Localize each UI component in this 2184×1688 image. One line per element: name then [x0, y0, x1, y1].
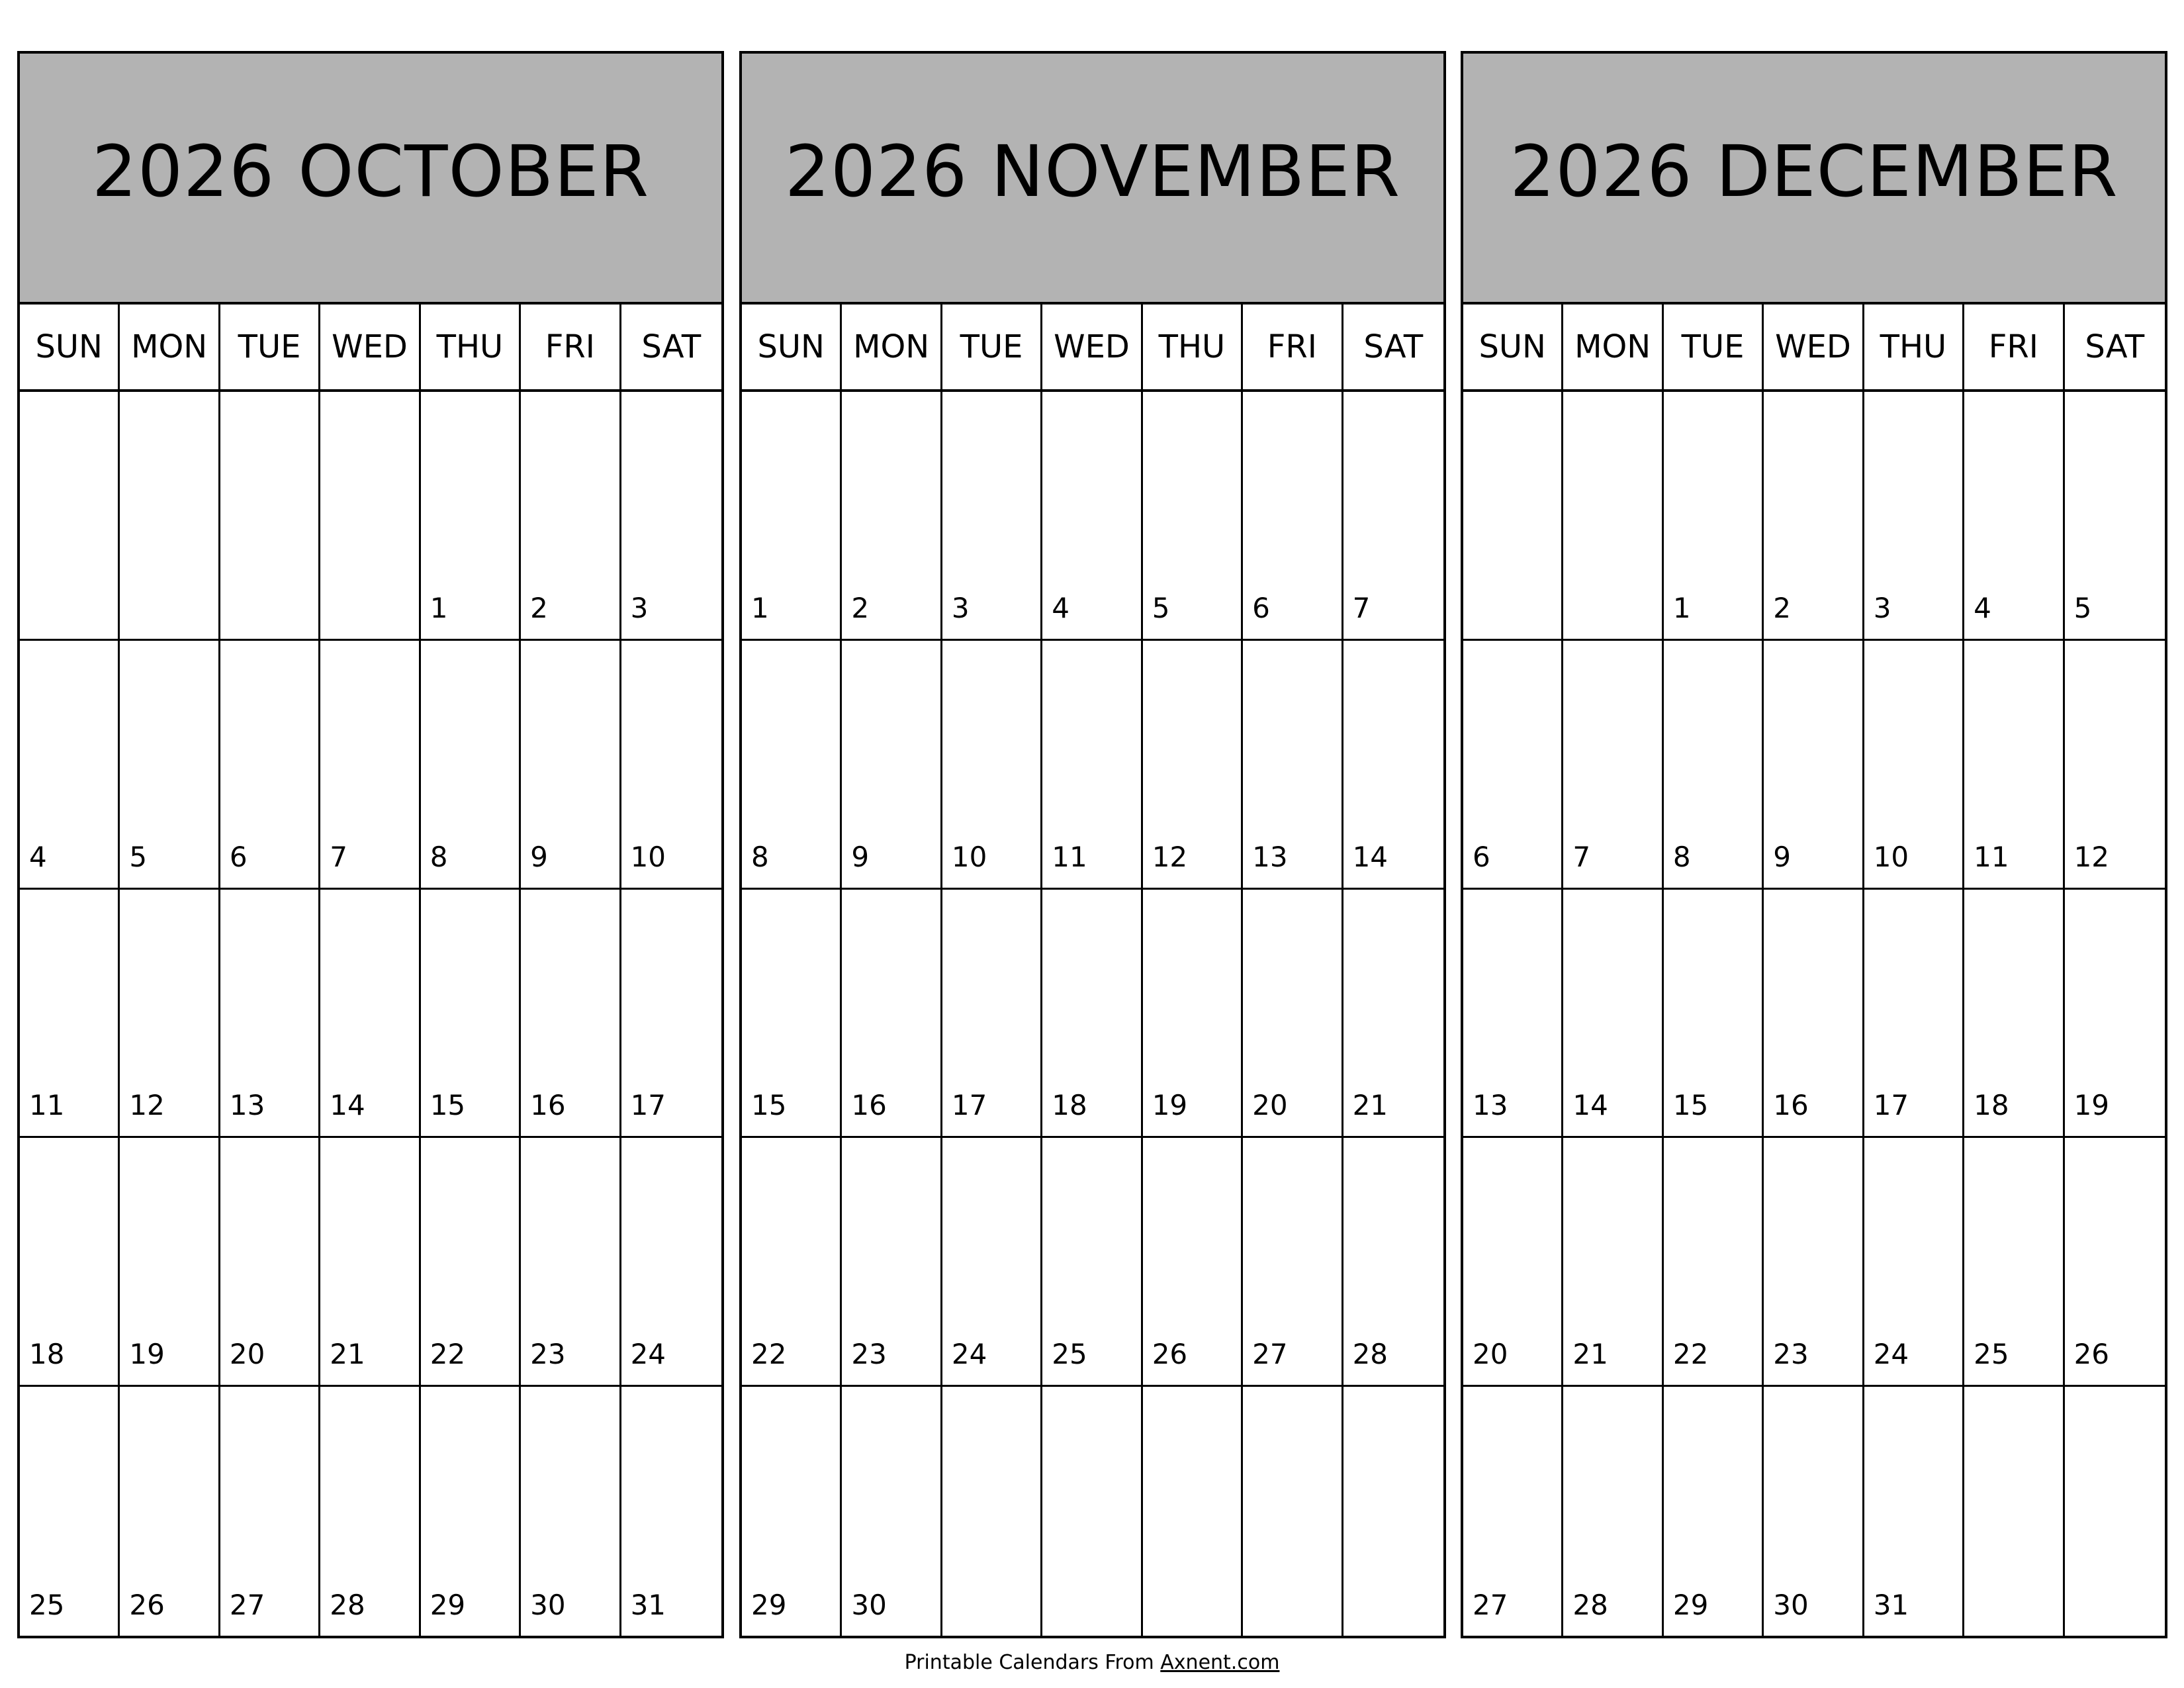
day-cell[interactable] — [842, 392, 942, 641]
day-cell[interactable] — [120, 392, 220, 641]
day-number: 11 — [1974, 840, 2009, 873]
day-cell[interactable] — [621, 1138, 721, 1387]
day-number: 14 — [1572, 1089, 1608, 1122]
day-cell[interactable] — [1664, 890, 1764, 1139]
day-number: 15 — [1672, 1089, 1709, 1122]
day-number: 20 — [1473, 1338, 1508, 1371]
weekday-label: FRI — [1964, 305, 2064, 389]
day-number: 29 — [430, 1588, 466, 1621]
day-number: 30 — [851, 1588, 887, 1621]
day-cell[interactable] — [1463, 641, 1563, 890]
day-cell[interactable] — [20, 641, 120, 890]
weekday-label: TUE — [1664, 305, 1764, 389]
day-cell[interactable] — [942, 641, 1042, 890]
day-grid — [20, 392, 721, 1636]
day-cell[interactable] — [621, 641, 721, 890]
day-cell[interactable] — [1964, 1387, 2064, 1636]
day-number: 25 — [1052, 1338, 1087, 1371]
day-number: 18 — [1974, 1089, 2009, 1122]
day-number: 27 — [1252, 1338, 1288, 1371]
footer-credit — [0, 1651, 2184, 1674]
day-number: 21 — [330, 1338, 365, 1371]
day-number: 5 — [129, 840, 148, 873]
day-cell[interactable] — [1143, 392, 1243, 641]
day-cell[interactable] — [942, 1387, 1042, 1636]
day-number: 16 — [851, 1089, 887, 1122]
day-number: 15 — [751, 1089, 787, 1122]
day-cell[interactable] — [20, 1138, 120, 1387]
day-cell[interactable] — [20, 392, 120, 641]
day-cell[interactable] — [1964, 641, 2064, 890]
day-number: 21 — [1572, 1338, 1608, 1371]
month-title: 2026 NOVEMBER — [742, 54, 1443, 305]
day-cell[interactable] — [1764, 1138, 1864, 1387]
day-number: 5 — [2073, 591, 2092, 624]
weekday-label: SUN — [20, 305, 120, 389]
day-cell[interactable] — [1243, 392, 1343, 641]
day-cell[interactable] — [842, 1138, 942, 1387]
weekday-label: SAT — [2085, 328, 2145, 365]
day-number: 3 — [951, 591, 970, 624]
day-cell[interactable] — [2065, 641, 2165, 890]
day-cell[interactable] — [1243, 890, 1343, 1139]
day-number: 4 — [1974, 591, 1991, 624]
day-number: 1 — [1672, 591, 1691, 624]
day-cell[interactable] — [1243, 641, 1343, 890]
day-number: 8 — [430, 840, 448, 873]
day-number: 6 — [1252, 591, 1270, 624]
day-cell[interactable] — [1864, 641, 1964, 890]
weekday-header-row — [1463, 305, 2165, 392]
day-number: 19 — [1152, 1089, 1188, 1122]
day-number: 2 — [1773, 591, 1792, 624]
day-number: 17 — [951, 1089, 987, 1122]
day-number: 7 — [330, 840, 348, 873]
day-cell[interactable] — [120, 1387, 220, 1636]
day-cell[interactable] — [842, 1387, 942, 1636]
day-cell[interactable] — [742, 641, 842, 890]
day-cell[interactable] — [1864, 1138, 1964, 1387]
day-cell[interactable] — [621, 890, 721, 1139]
weekday-header-row — [20, 305, 721, 392]
day-number: 24 — [1873, 1338, 1909, 1371]
day-cell[interactable] — [942, 392, 1042, 641]
day-cell[interactable] — [120, 641, 220, 890]
day-number: 30 — [530, 1588, 566, 1621]
day-cell[interactable] — [421, 1387, 521, 1636]
day-number: 8 — [751, 840, 769, 873]
weekday-label: MON — [842, 305, 942, 389]
day-number: 25 — [29, 1588, 65, 1621]
day-number: 6 — [1473, 840, 1490, 873]
day-cell[interactable] — [1764, 641, 1864, 890]
day-number: 1 — [751, 591, 769, 624]
day-cell[interactable] — [1042, 641, 1142, 890]
day-number: 8 — [1672, 840, 1691, 873]
day-cell[interactable] — [1042, 890, 1142, 1139]
day-number: 31 — [630, 1588, 666, 1621]
day-number: 20 — [1252, 1089, 1288, 1122]
day-cell[interactable] — [842, 641, 942, 890]
day-number: 13 — [1473, 1089, 1508, 1122]
day-cell[interactable] — [521, 1387, 621, 1636]
day-cell[interactable] — [521, 1138, 621, 1387]
day-cell[interactable] — [320, 641, 420, 890]
day-cell[interactable] — [20, 890, 120, 1139]
day-cell[interactable] — [1463, 1138, 1563, 1387]
day-cell[interactable] — [1343, 890, 1443, 1139]
day-cell[interactable] — [421, 1138, 521, 1387]
day-cell[interactable] — [1764, 392, 1864, 641]
day-number: 12 — [2073, 840, 2110, 873]
day-number: 29 — [751, 1588, 787, 1621]
day-cell[interactable] — [1243, 1138, 1343, 1387]
day-cell[interactable] — [521, 890, 621, 1139]
day-number: 28 — [1572, 1588, 1608, 1621]
day-cell[interactable] — [1343, 1387, 1443, 1636]
day-number: 18 — [29, 1338, 65, 1371]
day-cell[interactable] — [1764, 890, 1864, 1139]
day-number: 10 — [630, 840, 666, 873]
day-cell[interactable] — [842, 890, 942, 1139]
day-cell[interactable] — [1563, 1138, 1663, 1387]
day-number: 12 — [129, 1089, 165, 1122]
day-number: 6 — [229, 840, 248, 873]
day-cell[interactable] — [1563, 641, 1663, 890]
day-number: 26 — [2073, 1338, 2110, 1371]
day-cell[interactable] — [621, 1387, 721, 1636]
day-cell[interactable] — [421, 890, 521, 1139]
day-number: 13 — [1252, 840, 1288, 873]
day-number: 13 — [229, 1089, 265, 1122]
weekday-label: WED — [1764, 305, 1864, 389]
day-cell[interactable] — [320, 890, 420, 1139]
day-cell[interactable] — [1143, 890, 1243, 1139]
day-cell[interactable] — [320, 1387, 420, 1636]
day-number: 19 — [129, 1338, 165, 1371]
day-cell[interactable] — [1864, 392, 1964, 641]
day-cell[interactable] — [220, 890, 320, 1139]
day-cell[interactable] — [2065, 1138, 2165, 1387]
day-grid — [742, 392, 1443, 1636]
day-number: 17 — [630, 1089, 666, 1122]
day-number: 14 — [1352, 840, 1388, 873]
day-cell[interactable] — [1463, 890, 1563, 1139]
day-cell[interactable] — [1964, 392, 2064, 641]
day-number: 11 — [1052, 840, 1087, 873]
day-cell[interactable] — [1343, 641, 1443, 890]
day-cell[interactable] — [1664, 392, 1764, 641]
weekday-label: SAT — [1363, 328, 1424, 365]
day-number: 4 — [1052, 591, 1070, 624]
day-number: 10 — [951, 840, 987, 873]
day-number: 27 — [229, 1588, 265, 1621]
day-number: 25 — [1974, 1338, 2009, 1371]
day-number: 22 — [751, 1338, 787, 1371]
footer-link[interactable]: Axnent.com — [1160, 1651, 1280, 1674]
month-panel — [17, 51, 724, 1638]
day-number: 9 — [851, 840, 870, 873]
day-number: 14 — [330, 1089, 365, 1122]
weekday-label: THU — [1864, 305, 1964, 389]
weekday-header-row — [742, 305, 1443, 392]
weekday-label: TUE — [942, 305, 1042, 389]
day-number: 27 — [1473, 1588, 1508, 1621]
day-number: 10 — [1873, 840, 1909, 873]
weekday-label: THU — [1143, 305, 1243, 389]
weekday-label: SUN — [742, 305, 842, 389]
day-number: 17 — [1873, 1089, 1909, 1122]
day-number: 3 — [630, 591, 649, 624]
day-cell[interactable] — [1563, 1387, 1663, 1636]
day-cell[interactable] — [742, 1387, 842, 1636]
day-number: 4 — [29, 840, 47, 873]
day-number: 2 — [530, 591, 548, 624]
day-number: 23 — [530, 1338, 566, 1371]
weekday-label: MON — [1563, 305, 1663, 389]
day-cell[interactable] — [320, 1138, 420, 1387]
day-cell[interactable] — [1042, 1387, 1142, 1636]
day-cell[interactable] — [521, 641, 621, 890]
day-cell[interactable] — [421, 392, 521, 641]
day-cell[interactable] — [1143, 641, 1243, 890]
month-panel — [1461, 51, 2167, 1638]
day-cell[interactable] — [220, 1138, 320, 1387]
day-cell[interactable] — [1864, 890, 1964, 1139]
day-cell[interactable] — [20, 1387, 120, 1636]
day-cell[interactable] — [1563, 392, 1663, 641]
weekday-label: THU — [421, 305, 521, 389]
day-number: 1 — [430, 591, 448, 624]
day-number: 16 — [1773, 1089, 1809, 1122]
day-number: 3 — [1873, 591, 1891, 624]
weekday-label: WED — [320, 305, 420, 389]
day-number: 31 — [1873, 1588, 1909, 1621]
weekday-label: MON — [120, 305, 220, 389]
day-number: 28 — [330, 1588, 365, 1621]
day-number: 5 — [1152, 591, 1170, 624]
day-number: 11 — [29, 1089, 65, 1122]
day-number: 15 — [430, 1089, 466, 1122]
day-number: 26 — [129, 1588, 165, 1621]
day-cell[interactable] — [1664, 1138, 1764, 1387]
day-number: 16 — [530, 1089, 566, 1122]
day-number: 29 — [1672, 1588, 1709, 1621]
day-cell[interactable] — [742, 890, 842, 1139]
day-number: 20 — [229, 1338, 265, 1371]
day-cell[interactable] — [742, 1138, 842, 1387]
day-cell[interactable] — [220, 1387, 320, 1636]
day-cell[interactable] — [120, 1138, 220, 1387]
day-cell[interactable] — [621, 392, 721, 641]
day-cell[interactable] — [120, 890, 220, 1139]
day-number: 22 — [1672, 1338, 1709, 1371]
weekday-label: SAT — [641, 328, 702, 365]
day-cell[interactable] — [2065, 1387, 2165, 1636]
day-number: 23 — [851, 1338, 887, 1371]
day-cell[interactable] — [521, 392, 621, 641]
day-cell[interactable] — [421, 641, 521, 890]
day-number: 18 — [1052, 1089, 1087, 1122]
day-cell[interactable] — [320, 392, 420, 641]
weekday-label: FRI — [1243, 305, 1343, 389]
month-title: 2026 OCTOBER — [20, 54, 721, 305]
day-number: 30 — [1773, 1588, 1809, 1621]
day-cell[interactable] — [1463, 392, 1563, 641]
day-cell[interactable] — [1343, 392, 1443, 641]
day-number: 9 — [530, 840, 548, 873]
day-number: 28 — [1352, 1338, 1388, 1371]
day-cell[interactable] — [942, 890, 1042, 1139]
day-number: 19 — [2073, 1089, 2110, 1122]
day-cell[interactable] — [742, 392, 842, 641]
weekday-label: SUN — [1463, 305, 1563, 389]
weekday-label: WED — [1042, 305, 1142, 389]
day-cell[interactable] — [942, 1138, 1042, 1387]
day-number: 26 — [1152, 1338, 1188, 1371]
weekday-label: FRI — [521, 305, 621, 389]
day-cell[interactable] — [1964, 1138, 2064, 1387]
day-grid — [1463, 392, 2165, 1636]
day-cell[interactable] — [1343, 1138, 1443, 1387]
day-cell[interactable] — [2065, 890, 2165, 1139]
day-cell[interactable] — [220, 392, 320, 641]
day-cell[interactable] — [1664, 641, 1764, 890]
month-panel — [739, 51, 1446, 1638]
day-number: 9 — [1773, 840, 1792, 873]
day-number: 24 — [630, 1338, 666, 1371]
day-number: 12 — [1152, 840, 1188, 873]
day-cell[interactable] — [1143, 1387, 1243, 1636]
day-cell[interactable] — [1243, 1387, 1343, 1636]
day-cell[interactable] — [1764, 1387, 1864, 1636]
day-number: 2 — [851, 591, 870, 624]
day-number: 23 — [1773, 1338, 1809, 1371]
day-cell[interactable] — [1964, 890, 2064, 1139]
day-number: 22 — [430, 1338, 466, 1371]
day-cell[interactable] — [220, 641, 320, 890]
day-cell[interactable] — [1463, 1387, 1563, 1636]
footer-prefix: Printable Calendars From — [904, 1651, 1161, 1674]
day-cell[interactable] — [2065, 392, 2165, 641]
month-title: 2026 DECEMBER — [1463, 54, 2165, 305]
day-cell[interactable] — [1864, 1387, 1964, 1636]
day-cell[interactable] — [1042, 1138, 1142, 1387]
day-number: 7 — [1352, 591, 1371, 624]
day-number: 7 — [1572, 840, 1591, 873]
weekday-label: TUE — [220, 305, 320, 389]
day-cell[interactable] — [1042, 392, 1142, 641]
day-cell[interactable] — [1143, 1138, 1243, 1387]
day-cell[interactable] — [1563, 890, 1663, 1139]
day-number: 24 — [951, 1338, 987, 1371]
day-number: 21 — [1352, 1089, 1388, 1122]
day-cell[interactable] — [1664, 1387, 1764, 1636]
